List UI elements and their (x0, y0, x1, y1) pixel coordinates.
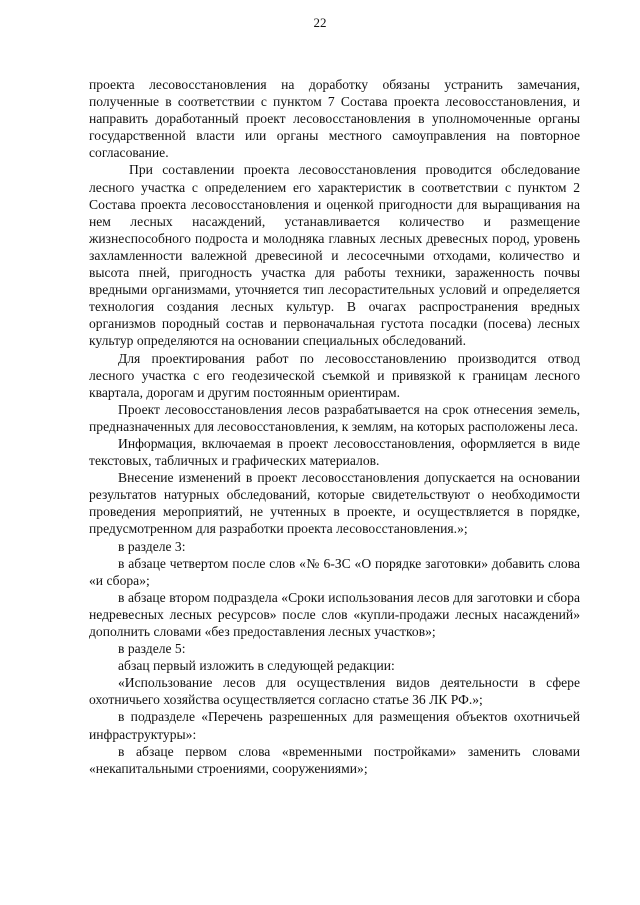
paragraph: Проект лесовосстановления лесов разрабатывается на срок отнесения земель, предназначенных для лесовосстановления, к землям, на которых расположены леса. (89, 401, 580, 434)
paragraph: в абзаце четвертом после слов «№ 6-ЗС «О порядке заготовки» добавить слова «и сбора»; (89, 555, 580, 588)
paragraph: в разделе 5: (118, 641, 186, 657)
paragraph: Для проектирования работ по лесовосстановлению производится отвод лесного участка с его геодезической съемкой и привязкой к границам лесного квартала, дорогам и другим постоянным ориентирам. (89, 350, 580, 400)
paragraph: в подразделе «Перечень разрешенных для размещения объектов охотничьей инфраструктуры»: (89, 709, 580, 742)
paragraph: При составлении проекта лесовосстановления проводится обследование лесного участка с определением его характеристик в соответствии с пунктом 2 Состава проекта лесовосстановления и оценкой пригодности для выращивания на нем лесных насаждений, устанавливается количество и размещение жизнеспособного подроста и молодняка главных лесных древесных пород, уровень захламленности валежной древесиной и лесосечными отходами, количество и высота пней, пригодность участка для работы техники, зараженность почвы вредными организмами, уточняется тип лесорастительных условий и определяется технология создания лесных культур. В очагах распространения вредных организмов породный состав и первоначальная густота посадки (посева) лесных культур определяются на основании специальных обследований. (89, 162, 580, 349)
paragraph: Информация, включаемая в проект лесовосстановления, оформляется в виде текстовых, табличных и графических материалов. (89, 435, 580, 469)
paragraph: в абзаце втором подраздела «Сроки использования лесов для заготовки и сбора недревесных лесных ресурсов» после слов «купли-продажи лесных насаждений» дополнить словами «без предоставления лесных участков»; (89, 589, 580, 639)
paragraph: Внесение изменений в проект лесовосстановления допускается на основании результатов натурных обследований, которые свидетельствуют о необходимости проведения мероприятий, не учтенных в проекте, и осуществляется в порядке, предусмотренном для разработки проекта лесовосстановления.»; (89, 470, 580, 537)
paragraph: «Использование лесов для осуществления видов деятельности в сфере охотничьего хозяйства осуществляется согласно статье 36 ЛК РФ.»; (89, 675, 580, 708)
page-number: 22 (313, 15, 327, 30)
paragraph: в разделе 3: (118, 538, 186, 554)
paragraph: проекта лесовосстановления на доработку обязаны устранить замечания, полученные в соответствии с пунктом 7 Состава проекта лесовосстановления, и направить доработанный проект лесовосстановления в уполномоченные органы государственной власти или органы местного самоуправления на повторное согласование. (89, 77, 580, 161)
document-body (89, 76, 580, 777)
paragraph: абзац первый изложить в следующей редакции: (118, 658, 395, 674)
paragraph: в абзаце первом слова «временными постройками» заменить словами «некапитальными строениями, сооружениями»; (89, 743, 580, 776)
